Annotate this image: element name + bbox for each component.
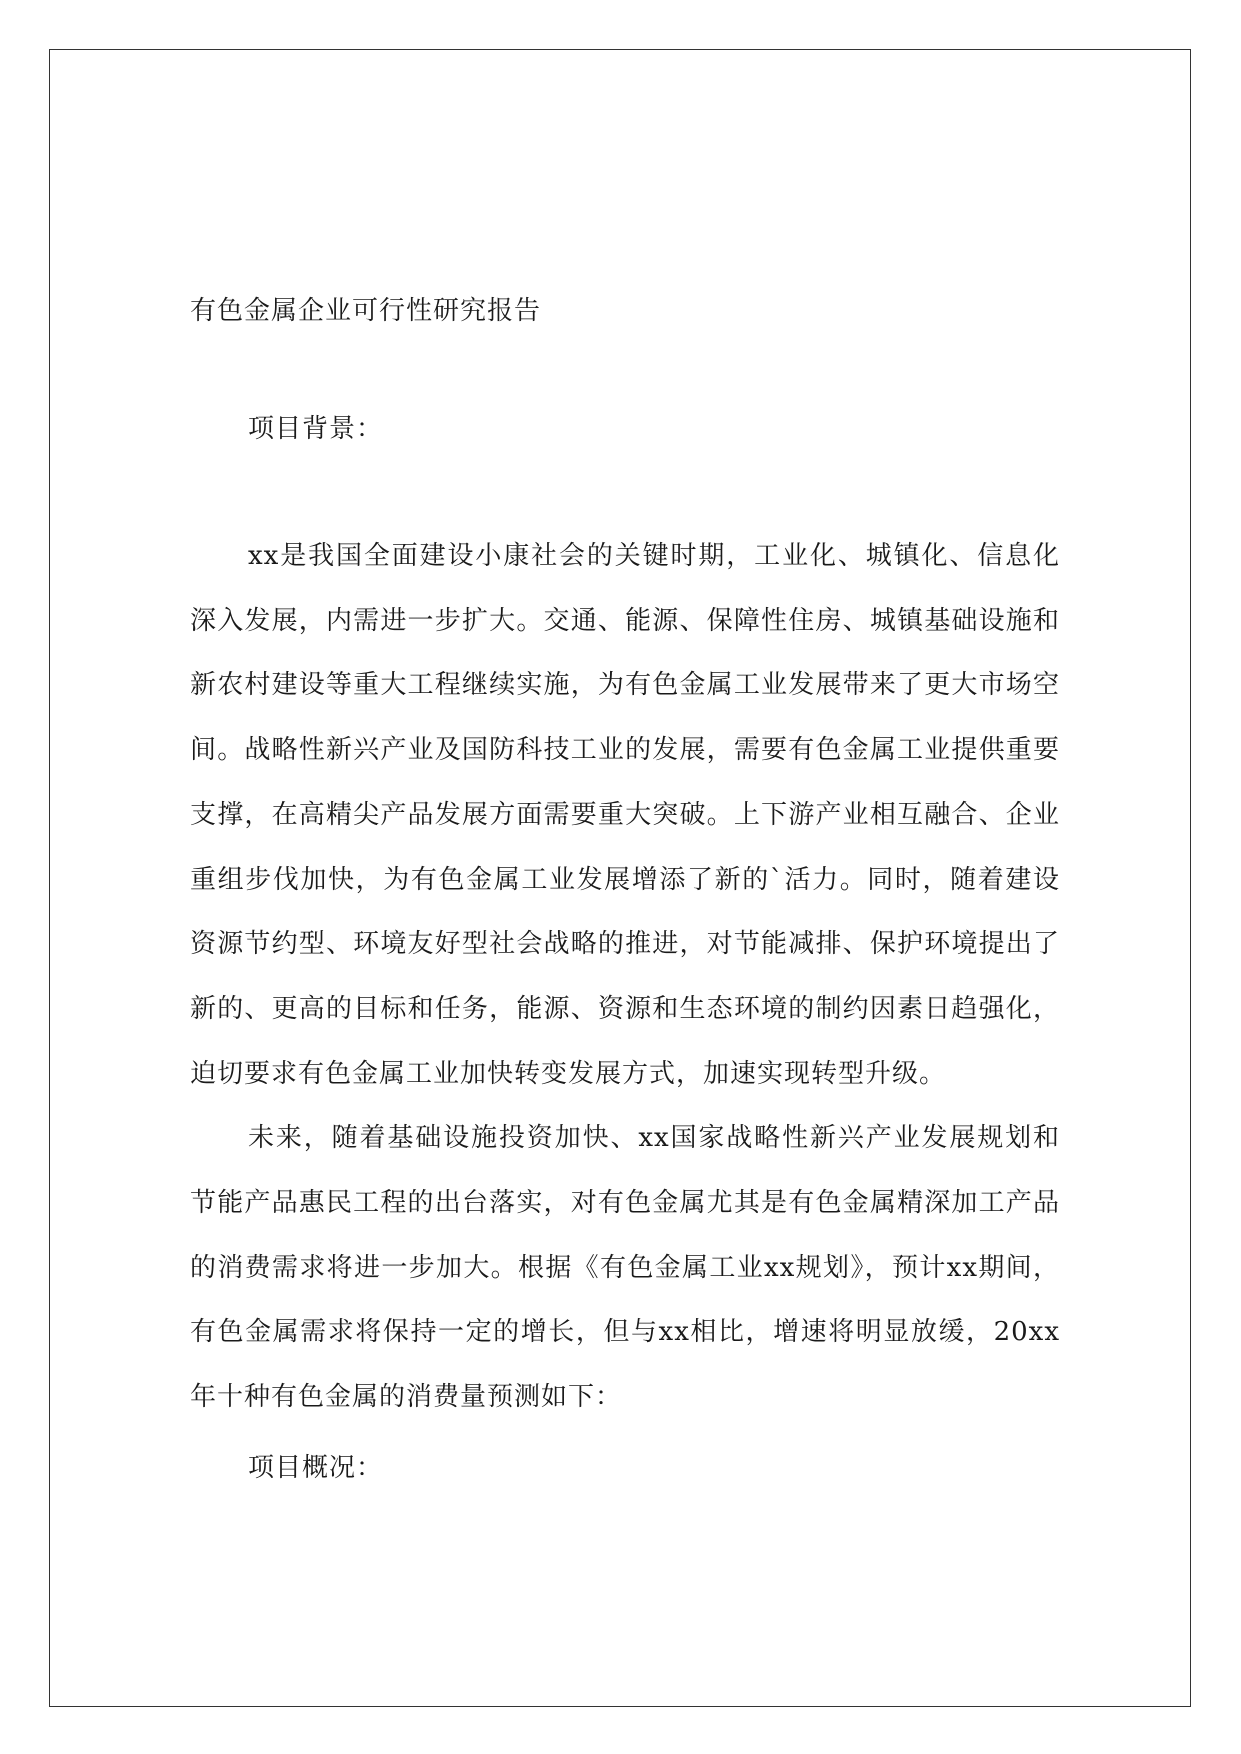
section-heading-overview: 项目概况： <box>248 1452 384 1483</box>
document-body <box>190 290 1060 1494</box>
section-heading-background: 项目背景： <box>248 414 384 444</box>
paragraph-background-1: xx是我国全面建设小康社会的关键时期，工业化、城镇化、信息化深入发展，内需进一步扩大。交通、能源、保障性住房、城镇基础设施和新农村建设等重大工程继续实施，为有色金属工业发展带来了更大市场空间。战略性新兴产业及国防科技工业的发展，需要有色金属工业提供重要支撑，在高精尖产品发展方面需要重大突破。上下游产业相互融合、企业重组步伐加快，为有色金属工业发展增添了新的`活力。同时，随着建设资源节约型、环境友好型社会战略的推进，对节能减排、保护环境提出了新的、更高的目标和任务，能源、资源和生态环境的制约因素日趋强化，迫切要求有色金属工业加快转变发展方式，加速实现转型升级。 <box>190 541 1060 1089</box>
paragraph-background-2: 未来，随着基础设施投资加快、xx国家战略性新兴产业发展规划和节能产品惠民工程的出台落实，对有色金属尤其是有色金属精深加工产品的消费需求将进一步加大。根据《有色金属工业xx规划》，预计xx期间，有色金属需求将保持一定的增长，但与xx相比，增速将明显放缓，20xx年十种有色金属的消费量预测如下： <box>190 1123 1060 1413</box>
document-title: 有色金属企业可行性研究报告 <box>190 296 542 326</box>
